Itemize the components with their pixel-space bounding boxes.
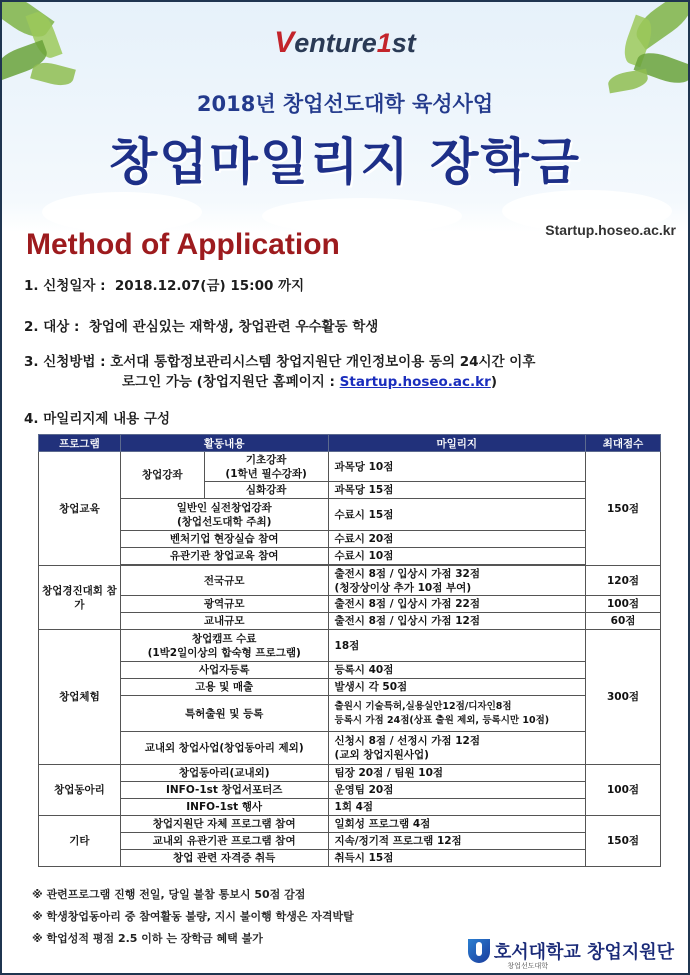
mileage-cell: 취득시 15점 [328,850,586,867]
max-score-cell: 150점 [586,452,661,566]
activity-cell: 창업동아리(교내외) [120,765,328,782]
footer-tag: 창업선도대학 [507,962,548,970]
mileage-cell: 등록시 40점 [328,662,586,679]
leaf-decoration [30,59,76,89]
mileage-cell: 운영팀 20점 [328,782,586,799]
activity-cell: 유관기관 창업교육 참여 [120,548,328,565]
mileage-cell: 출전시 8점 / 입상시 가점 22점 [328,596,586,613]
mileage-cell: 수료시 10점 [328,548,586,565]
mileage-cell: 팀장 20점 / 팀원 10점 [328,765,586,782]
subtitle: 2018년 창업선도대학 육성사업 [196,92,494,116]
max-score-cell: 60점 [586,613,661,630]
program-cell: 창업교육 [39,452,121,566]
activity-cell: 심화강좌 [204,482,328,499]
mileage-cell: 지속/정기적 프로그램 12점 [328,833,586,850]
header-mileage: 마일리지 [328,435,586,452]
max-score-cell: 100점 [586,596,661,613]
note-1: ※ 관련프로그램 진행 전일, 당일 불참 통보시 50점 감점 [32,888,306,901]
activity-cell: INFO-1st 행사 [120,799,328,816]
mileage-cell: 과목당 10점 [328,452,586,482]
activity-cell: 창업지원단 자체 프로그램 참여 [120,816,328,833]
program-cell: 창업체험 [39,630,121,765]
activity-cell: INFO-1st 창업서포터즈 [120,782,328,799]
header-max: 최대점수 [586,435,661,452]
item-method: 3. 신청방법 : 호서대 통합정보관리시스템 창업지원단 개인정보이용 동의 24시간 이후 [24,354,536,370]
page-title: 창업마일리지 장학금 [108,133,582,191]
mileage-cell: 수료시 15점 [328,499,586,531]
mileage-cell: 출전시 8점 / 입상시 가점 32점 (청장상이상 추가 10점 부여) [328,566,586,596]
activity-cell: 벤처기업 현장실습 참여 [120,531,328,548]
mileage-cell: 수료시 20점 [328,531,586,548]
header-activity: 활동내용 [120,435,328,452]
activity-cell: 사업자등록 [120,662,328,679]
activity-cell: 광역규모 [120,596,328,613]
activity-cell: 고용 및 매출 [120,679,328,696]
max-score-cell: 120점 [586,566,661,596]
program-cell: 기타 [39,816,121,867]
website-url[interactable]: Startup.hoseo.ac.kr [545,222,676,238]
mileage-cell: 과목당 15점 [328,482,586,499]
note-2: ※ 학생창업동아리 중 참여활동 불량, 지시 불이행 학생은 자격박탈 [32,910,354,923]
mileage-table [38,434,661,867]
max-score-cell: 150점 [586,816,661,867]
mileage-cell: 출전시 8점 / 입상시 가점 12점 [328,613,586,630]
activity-cell: 교내규모 [120,613,328,630]
mileage-cell: 일회성 프로그램 4점 [328,816,586,833]
mileage-cell: 발생시 각 50점 [328,679,586,696]
mileage-cell: 1회 4점 [328,799,586,816]
activity-cell: 교내외 창업사업(창업동아리 제외) [120,732,328,765]
item-structure: 4. 마일리지제 내용 구성 [24,411,171,427]
item-target: 2. 대상 : 창업에 관심있는 재학생, 창업관련 우수활동 학생 [24,319,379,335]
activity-cell: 창업 관련 자격증 취득 [120,850,328,867]
activity-cell: 특허출원 및 등록 [120,696,328,732]
item-method-line2: 로그인 가능 (창업지원단 홈페이지 : Startup.hoseo.ac.kr) [122,374,497,390]
note-3: ※ 학업성적 평점 2.5 이하 는 장학금 혜택 불가 [32,932,263,945]
program-cell: 창업경진대회 참가 [39,566,121,630]
activity-cell: 창업캠프 수료 (1박2일이상의 합숙형 프로그램) [120,630,328,662]
max-score-cell: 100점 [586,765,661,816]
hoseo-emblem-icon [468,939,490,963]
activity-cell: 전국규모 [120,566,328,596]
activity-cell: 교내외 유관기관 프로그램 참여 [120,833,328,850]
header-program: 프로그램 [39,435,121,452]
mileage-cell: 출원시 기술특허,실용실안12점/디자인8점 등록시 가점 24점(상표 출원 제외, 등록시만 10점) [328,696,586,732]
method-heading: Method of Application [26,228,340,261]
max-score-cell: 300점 [586,630,661,765]
activity-cell: 일반인 실전창업강좌 (창업선도대학 주최) [120,499,328,531]
program-cell: 창업동아리 [39,765,121,816]
mileage-cell: 18점 [328,630,586,662]
hoseo-footer-logo: 호서대학교 창업지원단 [468,938,674,964]
cloud-decoration [42,192,202,232]
activity-cell: 창업강좌 [120,452,204,499]
homepage-link[interactable]: Startup.hoseo.ac.kr [339,374,491,390]
activity-cell: 기초강좌 (1학년 필수강좌) [204,452,328,482]
item-date: 1. 신청일자 : 2018.12.07(금) 15:00 까지 [24,278,305,294]
venture1st-logo: Venture1st [274,26,416,59]
mileage-cell: 신청시 8점 / 선정시 가점 12점 (교외 창업지원사업) [328,732,586,765]
